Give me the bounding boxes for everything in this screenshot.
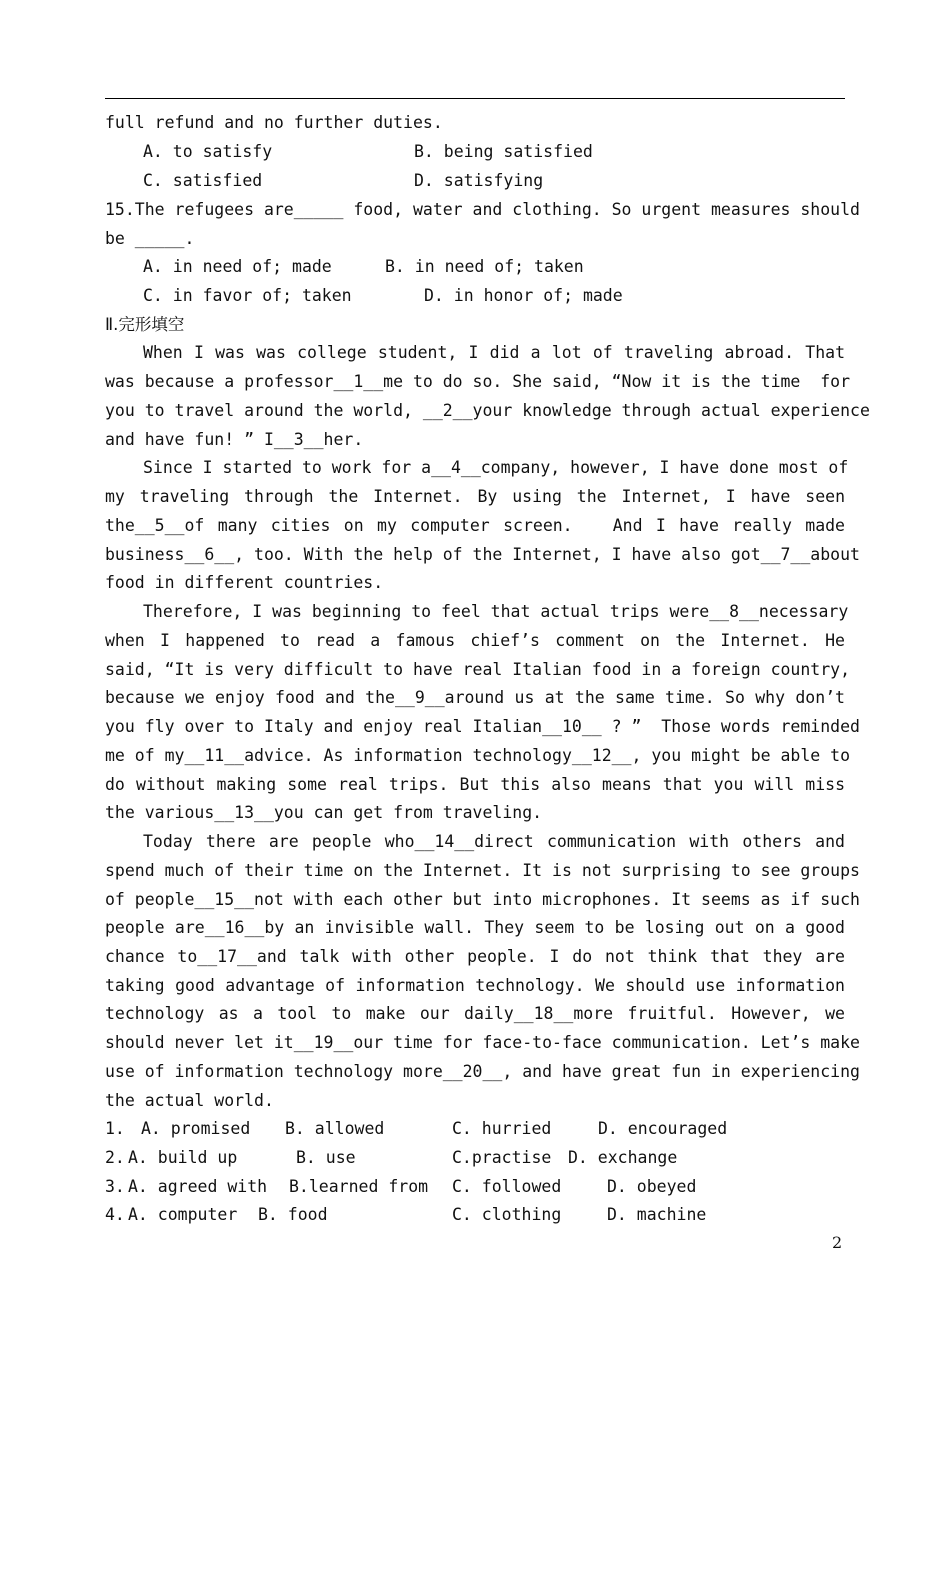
passage-line: when I happened to read a famous chief’s comment on the Internet. He — [105, 631, 845, 650]
section-heading: Ⅱ.完形填空 — [105, 315, 185, 334]
q15-stem-line-2: be _____. — [105, 229, 195, 248]
passage-line: food in different countries. — [105, 573, 384, 592]
header-rule — [105, 98, 845, 99]
option-a: A. agreed with — [128, 1177, 268, 1196]
passage-line: me of my__11__advice. As information technology__12__, you might be able to — [105, 746, 851, 765]
option-d: D. obeyed — [607, 1177, 697, 1196]
passage-line: should never let it__19__our time for face-to-face communication. Let’s make — [105, 1033, 860, 1052]
option-a: A. build up — [128, 1148, 238, 1167]
passage-line: technology as a tool to make our daily__18__more fruitful. However, we — [105, 1004, 845, 1023]
q14-option-c: C. satisfied — [143, 171, 263, 190]
q14-continuation: full refund and no further duties. — [105, 113, 443, 132]
q15-option-b: B. in need of; taken — [385, 257, 584, 276]
option-b: B. food — [258, 1205, 328, 1224]
option-b: B. allowed — [285, 1119, 385, 1138]
passage-line: use of information technology more__20__, and have great fun in experiencing — [105, 1062, 860, 1081]
passage-line: chance to__17__and talk with other people. I do not think that they are — [105, 947, 845, 966]
passage-line: was because a professor__1__me to do so. She said, “Now it is the time for — [105, 372, 851, 391]
passage-line: Today there are people who__14__direct communication with others and — [143, 832, 845, 851]
option-b: B.learned from — [289, 1177, 429, 1196]
passage-line: Since I started to work for a__4__company, however, I have done most of — [143, 458, 849, 477]
option-d: D. exchange — [568, 1148, 678, 1167]
passage-line: of people__15__not with each other but into microphones. It seems as if such — [105, 890, 860, 909]
q15-option-a: A. in need of; made — [143, 257, 332, 276]
passage-line: the__5__of many cities on my computer screen. And I have really made — [105, 516, 845, 535]
page-number: 2 — [832, 1233, 843, 1252]
q15-option-c: C. in favor of; taken — [143, 286, 352, 305]
passage-line: my traveling through the Internet. By using the Internet, I have seen — [105, 487, 845, 506]
q14-option-b: B. being satisfied — [414, 142, 593, 161]
option-a: A. computer — [128, 1205, 238, 1224]
option-d: D. encouraged — [598, 1119, 728, 1138]
passage-line: you fly over to Italy and enjoy real Italian__10__ ? ” Those words reminded — [105, 717, 860, 736]
q15-stem-line-1: 15.The refugees are_____ food, water and clothing. So urgent measures should — [105, 200, 860, 219]
passage-line: spend much of their time on the Internet. It is not surprising to see groups — [105, 861, 860, 880]
q14-option-d: D. satisfying — [414, 171, 544, 190]
option-b: B. use — [296, 1148, 356, 1167]
option-number: 3. — [105, 1177, 125, 1196]
option-d: D. machine — [607, 1205, 707, 1224]
option-c: C. followed — [452, 1177, 562, 1196]
option-c: C. hurried — [452, 1119, 552, 1138]
option-number: 4. — [105, 1205, 125, 1224]
passage-line: Therefore, I was beginning to feel that actual trips were__8__necessary — [143, 602, 849, 621]
option-number: 2. — [105, 1148, 125, 1167]
option-a: A. promised — [141, 1119, 251, 1138]
passage-line: because we enjoy food and the__9__around us at the same time. So why don’t — [105, 688, 845, 707]
passage-line: the actual world. — [105, 1091, 274, 1110]
passage-line: said, “It is very difficult to have real Italian food in a foreign country, — [105, 660, 851, 679]
q14-option-a: A. to satisfy — [143, 142, 273, 161]
q15-option-d: D. in honor of; made — [424, 286, 623, 305]
passage-line: the various__13__you can get from traveling. — [105, 803, 543, 822]
passage-line: When I was was college student, I did a lot of traveling abroad. That — [143, 343, 845, 362]
option-c: C.practise — [452, 1148, 552, 1167]
option-number: 1. — [105, 1119, 125, 1138]
passage-line: people are__16__by an invisible wall. They seem to be losing out on a good — [105, 918, 845, 937]
passage-line: taking good advantage of information technology. We should use information — [105, 976, 845, 995]
passage-line: and have fun! ” I__3__her. — [105, 430, 364, 449]
passage-line: do without making some real trips. But this also means that you will miss — [105, 775, 845, 794]
passage-line: you to travel around the world, __2__your knowledge through actual experience — [105, 401, 870, 420]
passage-line: business__6__, too. With the help of the Internet, I have also got__7__about — [105, 545, 860, 564]
option-c: C. clothing — [452, 1205, 562, 1224]
